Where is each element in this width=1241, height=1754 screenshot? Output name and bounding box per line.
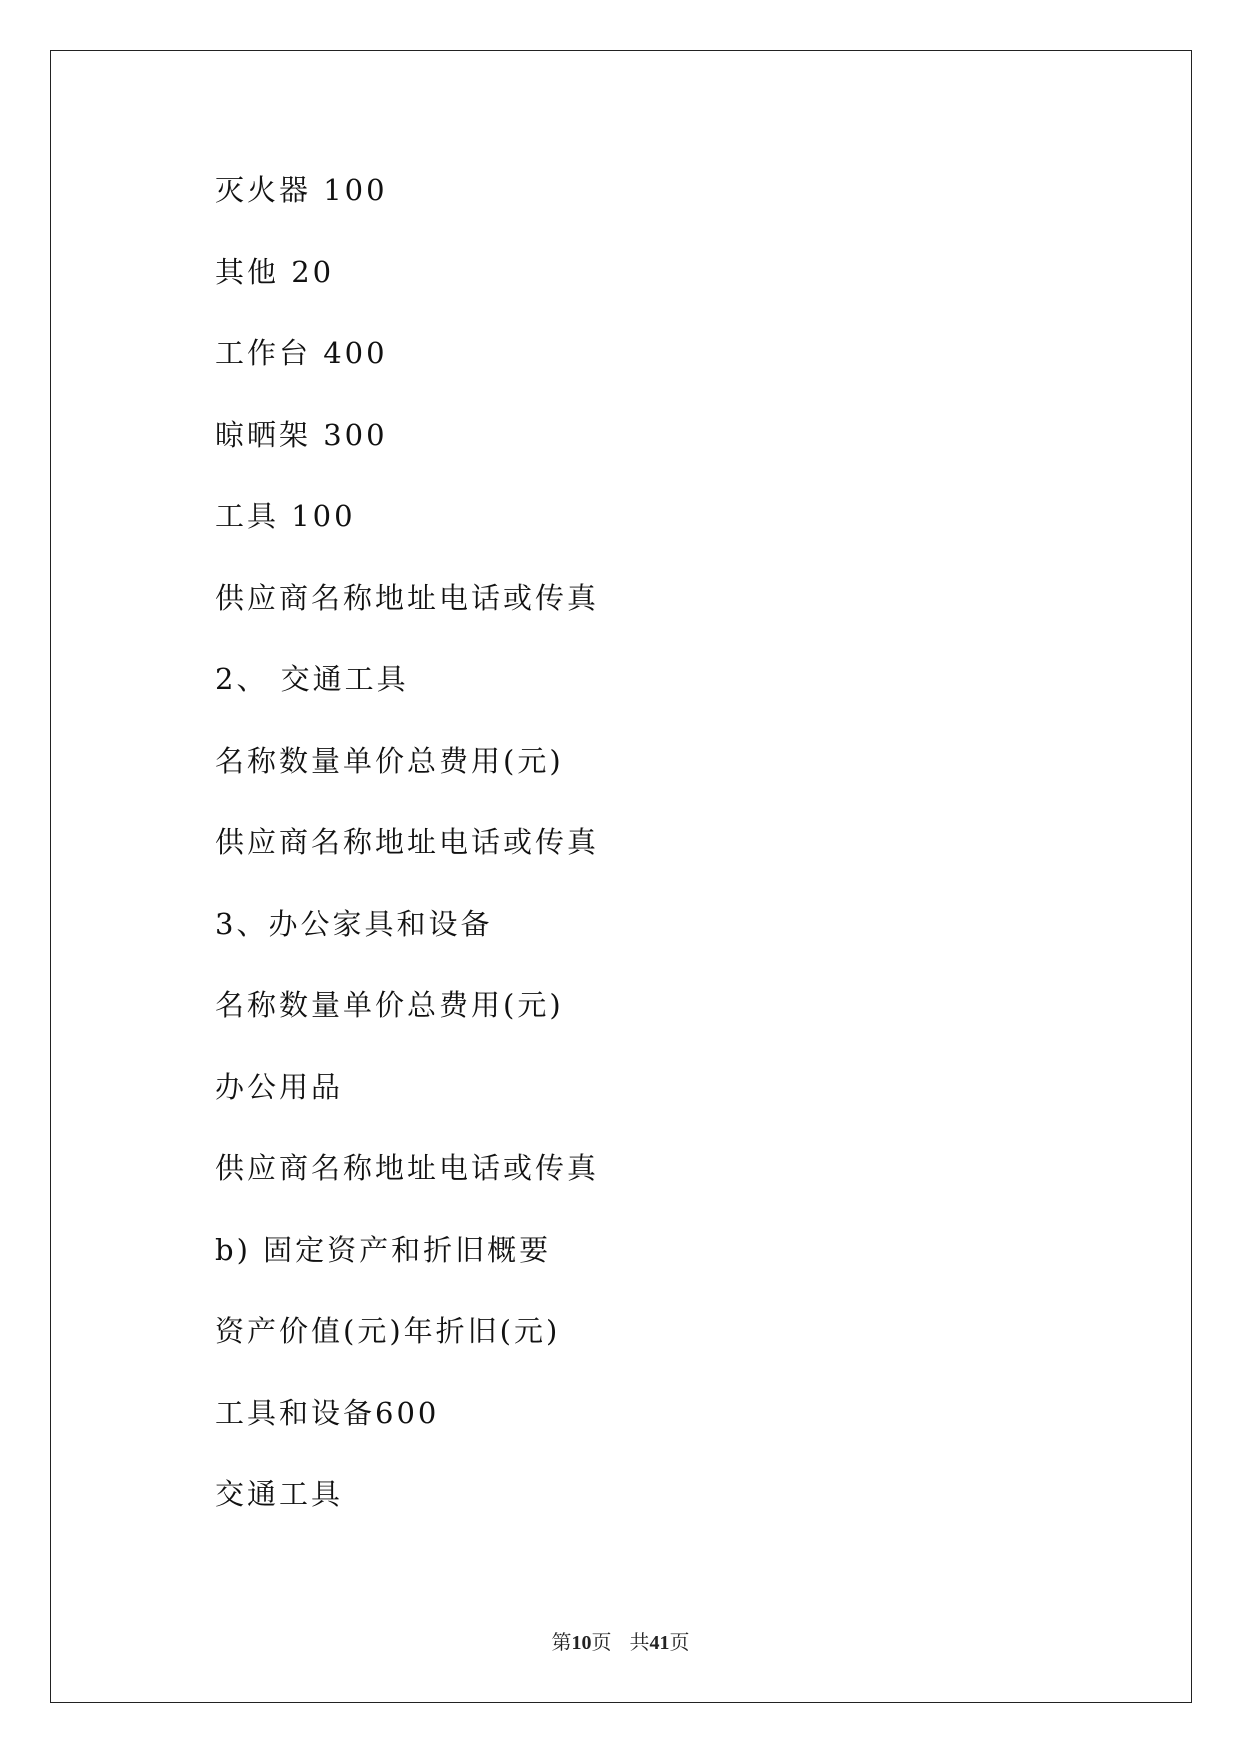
total-suffix: 页 — [669, 1632, 690, 1654]
page-suffix: 页 — [591, 1632, 612, 1654]
text-line: 工作台 400 — [215, 336, 388, 370]
text-line: 名称数量单价总费用(元) — [215, 988, 564, 1022]
page-footer — [0, 1630, 1241, 1656]
text-line: 其他 20 — [215, 254, 335, 289]
text-line: 工具 100 — [215, 499, 356, 533]
text-line: 晾晒架 300 — [215, 417, 388, 452]
text-line: 名称数量单价总费用(元) — [215, 743, 564, 778]
text-line: 工具和设备600 — [215, 1395, 440, 1430]
text-line: 灭火器 100 — [215, 173, 388, 207]
document-body — [215, 170, 1115, 1556]
total-pages: 41 — [649, 1632, 670, 1654]
text-line: 供应商名称地址电话或传真 — [215, 1151, 600, 1185]
section-heading: 2、 交通工具 — [215, 662, 409, 696]
text-line: 交通工具 — [215, 1477, 344, 1511]
text-line: 资产价值(元)年折旧(元) — [215, 1314, 561, 1348]
section-heading: b) 固定资产和折旧概要 — [215, 1232, 552, 1267]
text-line: 供应商名称地址电话或传真 — [215, 580, 600, 615]
section-heading: 3、办公家具和设备 — [215, 906, 493, 941]
page-prefix: 第 — [551, 1632, 572, 1654]
total-prefix: 共 — [629, 1632, 650, 1654]
page-number: 10 — [571, 1632, 592, 1654]
text-line: 供应商名称地址电话或传真 — [215, 825, 600, 859]
text-line: 办公用品 — [215, 1069, 344, 1104]
